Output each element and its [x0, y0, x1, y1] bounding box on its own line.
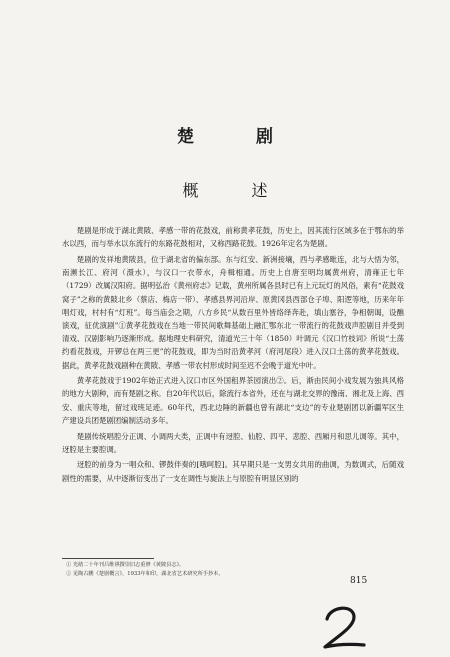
footnote: ① 光绪二十年刊吕维祺撰崇旧志重修《黄陂县志》。 — [66, 562, 185, 568]
paragraph: 迓腔的前身为一唱众和、锣鼓伴奏的[哦呵腔]。其早期只是一支男女共用的曲调，为数调式，后随戏剧性的需要，从中逐渐衍变出了一支在调性与旋法上与原腔有明显区别的 — [62, 460, 404, 483]
body-text — [62, 224, 404, 487]
paragraph: 楚剧的发祥地黄陂县，位于湖北省的偏东部。东与红安、新洲接壤，西与孝感毗连，北与大悟为邻，南濒长江、府河（滠水），与汉口一衣带水，舟楫相通。历史上自唐至明均属黄州府，清雍正七年（1729）改属汉阳府。据明弘治《黄州府志》记载，黄州所属各县时已有上元玩灯的风俗，素有“花鼓戏窝子”之称的黄陂北乡（蔡店、梅店一带）、孝感县界河沿岸、原黄冈县西部仓子埠、阳逻等地，历来年年唱灯戏，村村有“灯班”。每当庙会之期，八方乡民“从数百里外皆络绎奔赴，填山塞谷，争相朝谒，设醮演戏，征优演剧”①黄孝花鼓戏在当地一带民间歌舞基础上融汇鄂东北一带流行的花鼓戏声腔剧目并受到清戏、汉剧影响乃逐渐形成。据地理史料研究，清道光三十年（1850）叶调元《汉口竹枝词》所说“土荡约看花鼓戏，开锣总在两三更”的花鼓戏，即为当时沿黄孝河（府河尾段）进入汉口土荡的黄孝花鼓戏。据此，黄孝花鼓戏剧种在黄陂、孝感一带农村形成时间至迟不会晚于道光中叶。 — [62, 254, 404, 370]
handwritten-mark-icon — [318, 602, 368, 652]
paragraph: 楚剧传统唱腔分正调、小调两大类，正调中有迓腔、仙腔、四平、悲腔、西厢月和思儿调等。其中，迓腔是主要腔调。 — [62, 431, 404, 454]
footnote: ② 见陶古鹏《楚剧概言》，1933年和印，湖北省艺术研究所手抄本。 — [66, 570, 224, 577]
document-title: 楚 剧 — [177, 127, 301, 147]
paragraph: 黄孝花鼓戏于1902年始正式进入汉口市区外国租界茶园演出②。后，渐由民间小戏发展为独具风格的地方大剧种，而有楚剧之称。自20年代以后，除流行本省外，还在与湖北交界的豫南、湘北及上海、西安、重庆等地，留过戏班足迹。60年代，西北边陲的新疆也曾有湖北“支边”的专业楚剧团以新疆军区生产建设兵团楚剧团编制活动多年。 — [62, 376, 404, 425]
footnote-divider — [62, 558, 154, 559]
page-number: 815 — [350, 576, 368, 586]
footnotes — [66, 561, 396, 578]
paragraph: 楚剧是形成于湖北黄陂、孝感一带的花鼓戏，前称黄孝花鼓，历史上，因其流行区域多在于鄂东的举水以西，而与举水以东流行的东路花鼓相对，又称西路花鼓。1926年定名为楚剧。 — [62, 226, 404, 249]
section-subtitle: 概 述 — [182, 181, 292, 200]
